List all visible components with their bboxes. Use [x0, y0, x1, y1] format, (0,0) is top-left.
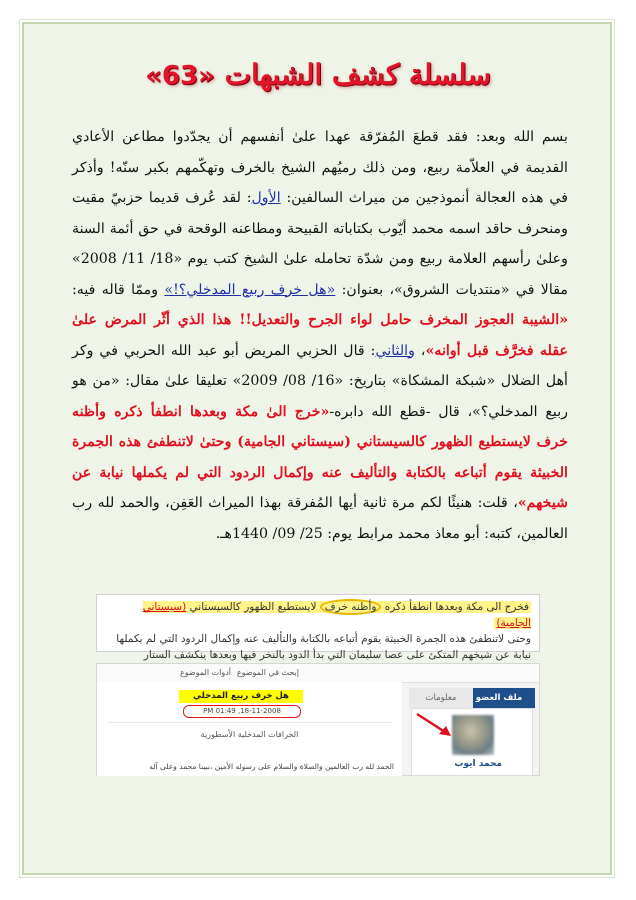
title-text: سلسلة كشف الشبهات — [224, 58, 491, 91]
quote-one: «الشيبة العجوز المخرف حامل لواء الجرح والتعديل!! هذا الذي أثّر المرض علىٰ عقله فخرَّف قبل أوانه» — [72, 312, 568, 359]
shot1-text-b: لايستطيع الظهور كالسيستاني — [189, 601, 317, 613]
post-subtitle: الخرافات المدخلية الأسطورية — [200, 730, 299, 739]
shot1-highlight — [143, 601, 531, 629]
quote-two: «خرج الىٰ مكة وبعدها انطفأ ذكره وأظنه خرف لايستطيع الظهور كالسيستاني (سيستاني الجامية) وحتىٰ لاتنطفئ هذه الجمرة الخبيثة يقوم أتباعه بالكتابة والتأليف عنه وإكمال الردود التي لم يكملها نيابة عن شيخهم» — [72, 403, 568, 511]
shot1-text-a: فخرج الى مكة وبعدها انطفأ ذكره — [384, 601, 529, 613]
post-date: 18-11-2008, 01:49 PM — [183, 705, 301, 718]
para-first: : لقد عُرف قديما حزبيّ مقيت ومنحرف حاقد اسمه محمد أيّوب بكتاباته القبيحة ومطاعنه الوقحة في حق أئمة السنة وعلىٰ رأسهم العلامة ربيع ومن شدّة تحامله علىٰ الشيخ كتب يوم «18/ 11/ 2008» مقالا في «منتديات الشروق»، بعنوان: — [72, 190, 568, 298]
post-title: هل خرف ربيع المدخلي — [179, 690, 303, 703]
profile-tabs — [409, 688, 539, 708]
forum-post-screenshot — [96, 663, 540, 776]
thread-search-link[interactable]: إبحث في الموضوع — [236, 668, 299, 677]
first-label: الأول — [251, 190, 281, 206]
forum-quote-screenshot — [96, 594, 540, 661]
shot1-line3: نيابة عن شيخهم المتكئ على عصا سليمان التي بدأ الدود بالنخر فيها وبعدها ينكشف الستار — [143, 649, 531, 661]
second-label: والثاني — [375, 342, 415, 359]
forum-post — [97, 682, 402, 776]
shot1-line2: وحتى لاتنطفئ هذه الجمرة الخبيثة يقوم أتباعه بالكتابة والتأليف عنه وإكمال الردود التي لم يكملها — [116, 633, 531, 645]
shot1-text-c: (سيستاني الجامية) — [142, 601, 531, 629]
red-arrow-icon — [415, 712, 455, 738]
shot1-circled-phrase: وأظنه خرف — [320, 599, 382, 615]
para-said: وممّا قاله فيه: — [72, 281, 165, 298]
page-title — [0, 58, 636, 91]
title-number: «63» — [145, 61, 215, 91]
thread-tools-link[interactable]: أدوات الموضوع — [179, 668, 231, 677]
member-username[interactable]: محمد ايوب — [454, 759, 502, 769]
shot1-line1 — [105, 599, 531, 631]
post-divider — [107, 722, 392, 723]
para-intro: بسم الله وبعد: فقد قطعَ المُفرّقة عهدا علىٰ أنفسهم أن يجدّدوا مطاعن الأعادي القديمة في العلاّمة ربيع، ومن ذلك رميُهم الشيخ بالخرف وتهكّمهم بكبر سنّه! وأذكر في هذه العجالة أنموذجين من ميراث السالفين: — [72, 129, 568, 206]
article-title-link: «هل خرف ربيع المدخلي؟!» — [164, 281, 336, 298]
article-paragraph — [72, 122, 568, 549]
para-second: : قال الحزبي المريض أبو عبد الله الحربي في وكر أهل الضلال «شبكة المشكاة» بتاريخ: «16/ 08/ 2009» تعليقا علىٰ مقال: «من هو ربيع المدخلي؟»، قال -قطع الله دابره- — [72, 342, 568, 420]
para-comma: ، — [414, 342, 426, 359]
avatar — [452, 715, 494, 755]
para-closing: ، قلت: هنيئًا لكم مرة ثانية أيها المُفرقة بهذا الميراث العَفِن، والحمد لله رب العالمين، كتبه: أبو معاذ محمد مرابط يوم: 25/ 09/ 1440هـ. — [72, 495, 568, 542]
tab-info[interactable]: معلومات — [409, 688, 473, 708]
post-toolbar — [97, 664, 539, 683]
tab-member-profile[interactable]: ملف العضو — [463, 688, 535, 708]
post-body: الحمد لله رب العالمين والصلاة والسلام على رسوله الأمين ،نبينا محمد وعلى آله — [149, 762, 394, 771]
